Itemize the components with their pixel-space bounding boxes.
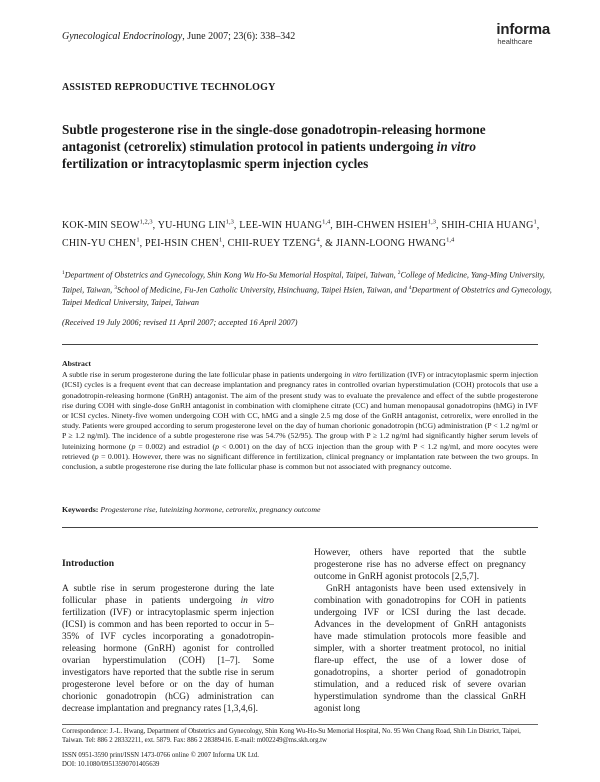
author-name: CHIN-YU CHEN — [62, 238, 137, 250]
keywords-heading: Keywords: — [62, 505, 99, 514]
author-name: SHIH-CHIA HUANG — [441, 220, 534, 232]
author-separator: , — [536, 220, 540, 232]
abstract-text: fertilization (IVF) or intracytoplasmic sperm injection (ICSI) cycles is a frequent event that can decrease implantation and pregnancy rates in controlled ovarian hyperstimulation (COH) protocols that use a gonadotropin-releasing hormone (GnRH) antagonist. The aim of the present study was to evaluate the prevalence and effect of the subtle progesterone rise during COH with single-dose GnRH antagonist in combination with clomiphene citrate (CC) and human menopausal gonadotropins (hMG) in IVF or ICSI cycles. Ninety-five women undergoing COH with CC, hMG and a single 2.5 mg dose of the GnRH antagonist, cetrorelix, were enrolled in the study. Patients were grouped according to serum progesterone level on the day of human chorionic gonadotropin (hCG) administration (P < 1.2 ng/ml or P ≥ 1.2 ng/ml). The incidence of a subtle progesterone rise was 54.7% (52/95). The group with P ≥ 1.2 ng/ml had significantly higher serum levels of luteinizing hormone ( — [62, 370, 538, 451]
intro-paragraph-2: However, others have reported that the subtle progesterone rise has no adverse effect on pregnancy outcome in GnRH agonist protocols [2,5,7]. — [314, 548, 526, 582]
author — [62, 220, 158, 231]
author-name: YU-HUNG LIN — [157, 220, 226, 232]
author-affiliation: 4 — [316, 236, 320, 244]
abstract-p-value: p — [94, 451, 99, 461]
affiliation-text: School of Medicine, Fu-Jen Catholic University, Hsinchuang, Taipei Hsien, Taiwan, and — [116, 285, 409, 295]
publisher-logo-sub: healthcare — [497, 37, 533, 46]
author-name: PEI-HSIN CHEN — [145, 238, 219, 250]
author-name: KOK-MIN SEOW — [62, 220, 140, 232]
author-affiliation: 1,3 — [427, 219, 436, 226]
affiliation-number: 1 — [62, 270, 65, 276]
affiliation-text: Department of Obstetrics and Gynecology, Shin Kong Wu Ho-Su Memorial Hospital, Taipei, Taiwan, — [64, 270, 398, 280]
abstract-p-value: p — [215, 441, 219, 451]
author-separator: , — [222, 238, 228, 250]
author — [62, 238, 145, 249]
abstract-text: = 0.001). However, there was no significant difference in fertilization, clinical pregnancy or implantation rate between the two groups. In conclusion, a subtle progesterone rise during the late follicular phase is common but not associated with pregnancy outcome. — [62, 451, 539, 472]
abstract-text: < 0.001) on the day of hCG injection than the group with P < 1.2 ng/ml, and more oocytes were retrieved ( — [62, 441, 539, 461]
author — [145, 238, 228, 249]
author-affiliation: 1 — [219, 236, 223, 244]
author — [239, 220, 335, 231]
body-column-left — [62, 547, 274, 715]
received-dates: (Received 19 July 2006; revised 11 April 2007; accepted 16 April 2007) — [62, 318, 298, 327]
abstract-top-rule — [62, 344, 538, 345]
author-name: BIH-CHWEN HSIEH — [335, 220, 428, 232]
intro-paragraph-3: GnRH antagonists have been used extensively in combination with gonadotropins for COH in patients undergoing IVF or ICSI during the last decade. Advances in the development of GnRH antagonists have made stimulation protocols more feasible and simpler, with a shorter treatment protocol, no initial flare-up effect, the use of a lower dose of gonadotropins, a shorter period of gonadotropin stimulation, and a reduced risk of severe ovarian hyperstimulation syndrome than the classical GnRH agonist long — [314, 584, 526, 714]
author-affiliation: 1,2,3 — [139, 219, 153, 226]
abstract-p-value: p — [131, 441, 136, 451]
author-affiliation: 1 — [136, 236, 140, 244]
journal-issue: , June 2007; 23(6): 338–342 — [182, 31, 296, 42]
issn-line: ISSN 0951-3590 print/ISSN 1473-0766 online © 2007 Informa UK Ltd. — [62, 752, 259, 759]
section-heading-introduction: Introduction — [62, 558, 115, 569]
affiliations — [62, 267, 552, 309]
journal-name: Gynecological Endocrinology — [62, 31, 183, 42]
publisher-logo-name: informa — [496, 21, 550, 38]
article-title — [62, 121, 532, 172]
author-separator: , & — [319, 238, 336, 250]
author-separator: , — [152, 220, 158, 232]
keywords-value: Progesterone rise, luteinizing hormone, cetrorelix, pregnancy outcome — [100, 505, 321, 514]
author-affiliation: 1,4 — [446, 236, 455, 244]
author-affiliation: 1,3 — [225, 219, 234, 226]
publisher-logo — [496, 22, 550, 46]
keywords-bottom-rule — [62, 527, 538, 528]
intro-text: A subtle rise in serum progesterone during the late follicular phase in patients undergoing — [62, 584, 274, 606]
affiliation-number: 3 — [114, 285, 117, 292]
abstract-text: A subtle rise in serum progesterone during the late follicular phase in patients undergoing — [62, 370, 345, 380]
author-separator: , — [435, 220, 442, 232]
affiliation-number: 2 — [397, 270, 401, 276]
correspondence-text: Correspondence: J.-L. Hwang, Department of Obstetrics and Gynecology, Shin Kong Wu-Ho-Su Memorial Hospital, No. 95 Wen Chang Road, Shih Lin District, Taipei, Taiwan. Tel: 886 2 28332211, ext. 5879. Fax: 886 2 28389416. E-mail: m002249@ms.skh.org.tw — [62, 728, 521, 744]
author-name: LEE-WIN HUANG — [239, 220, 323, 232]
issn-block — [62, 752, 259, 769]
journal-citation — [62, 31, 295, 42]
intro-text: fertilization (IVF) or intracytoplasmic sperm injection (ICSI) is common and has been reported to occur in 5–35% of IVF cycles incorporating a gonadotropin-releasing hormone (GnRH) agonist for controlled ovarian hyperstimulation (COH) [1–7]. Some investigators have reported that the subtle rise in serum progesterone level before or on the day of human chorionic gonadotropin (hCG) administration can decrease implantation and pregnancy rates [1,3,4,6]. — [62, 608, 274, 714]
intro-italic: in vitro — [240, 596, 274, 606]
title-part-3: fertilization or intracytoplasmic sperm injection cycles — [62, 156, 369, 171]
author — [441, 220, 539, 231]
footnote-rule — [62, 724, 538, 725]
section-label: ASSISTED REPRODUCTIVE TECHNOLOGY — [62, 82, 276, 93]
author-affiliation: 1,4 — [322, 219, 331, 226]
correspondence-footnote — [62, 728, 538, 745]
title-italic: in vitro — [436, 139, 476, 154]
affiliation-text: Department of Obstetrics and Gynecology, Taipei Medical University, Taipei, Taiwan — [62, 285, 552, 308]
affiliation-number: 4 — [408, 285, 412, 292]
body-column-right — [314, 547, 526, 715]
author-list — [62, 216, 552, 252]
author-separator: , — [139, 238, 145, 250]
author-name: JIANN-LOONG HWANG — [335, 238, 447, 250]
intro-paragraph-1 — [62, 583, 274, 715]
title-part-1: Subtle progesterone rise in the single-dose gonadotropin-releasing hormone antagonist (cetrorelix) stimulation protocol in patients undergoing — [62, 122, 486, 154]
affiliation-text: College of Medicine, Yang-Ming University, Taipei, Taiwan, — [62, 270, 545, 295]
abstract — [62, 359, 538, 472]
abstract-text: = 0.002) and estradiol ( — [135, 441, 216, 451]
author — [158, 220, 240, 231]
author — [336, 220, 442, 231]
abstract-heading: Abstract — [62, 359, 92, 368]
author-affiliation: 1 — [533, 219, 537, 226]
doi-line: DOI: 10.1080/09513590701405639 — [62, 760, 160, 768]
keywords — [62, 505, 538, 514]
abstract-italic: in vitro — [344, 370, 367, 380]
author — [336, 238, 454, 249]
author-separator: , — [233, 220, 240, 232]
author — [228, 238, 336, 249]
author-name: CHII-RUEY TZENG — [227, 238, 317, 250]
author-separator: , — [330, 220, 336, 232]
